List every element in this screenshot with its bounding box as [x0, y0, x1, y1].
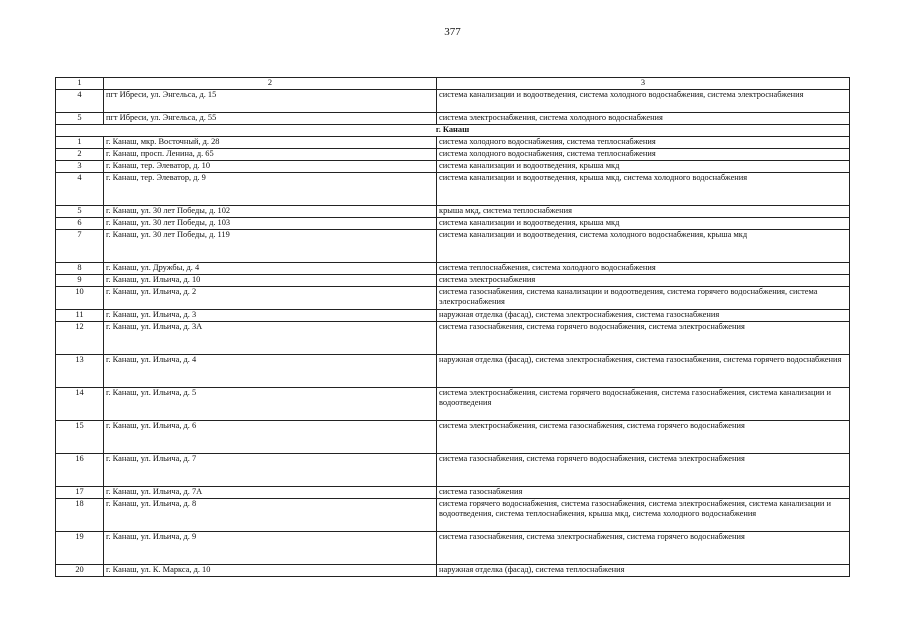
row-systems: система горячего водоснабжения, система газоснабжения, система электроснабжения, система канализации и водоотведения, система теплоснабжения, крыша мкд, система холодного водоснабжения [437, 498, 850, 531]
row-number: 6 [56, 217, 104, 229]
row-number: 4 [56, 172, 104, 205]
registry-table [55, 77, 850, 577]
row-systems: система канализации и водоотведения, система холодного водоснабжения, система электроснабжения [437, 89, 850, 112]
row-address: пгт Ибреси, ул. Энгельса, д. 55 [104, 112, 437, 124]
row-systems: система газоснабжения [437, 486, 850, 498]
row-systems: система холодного водоснабжения, система теплоснабжения [437, 148, 850, 160]
table-row [56, 148, 850, 160]
row-systems: система электроснабжения, система холодного водоснабжения [437, 112, 850, 124]
row-number: 9 [56, 274, 104, 286]
row-address: г. Канаш, ул. Ильича, д. 9 [104, 531, 437, 564]
section-title: г. Канаш [56, 124, 850, 136]
row-number: 1 [56, 136, 104, 148]
row-systems: наружная отделка (фасад), система электроснабжения, система газоснабжения [437, 309, 850, 321]
table-row [56, 498, 850, 531]
row-systems: система канализации и водоотведения, крыша мкд [437, 217, 850, 229]
row-address: г. Канаш, просп. Ленина, д. 65 [104, 148, 437, 160]
table-row [56, 321, 850, 354]
row-systems: наружная отделка (фасад), система теплоснабжения [437, 564, 850, 576]
row-number: 14 [56, 387, 104, 420]
table-row [56, 172, 850, 205]
row-systems: система холодного водоснабжения, система теплоснабжения [437, 136, 850, 148]
row-systems: система канализации и водоотведения, система холодного водоснабжения, крыша мкд [437, 229, 850, 262]
row-number: 2 [56, 148, 104, 160]
row-number: 20 [56, 564, 104, 576]
header-cell-address: 2 [104, 78, 437, 90]
row-address: г. Канаш, ул. Ильича, д. 3 [104, 309, 437, 321]
row-number: 18 [56, 498, 104, 531]
row-address: пгт Ибреси, ул. Энгельса, д. 15 [104, 89, 437, 112]
table-row [56, 274, 850, 286]
row-address: г. Канаш, тер. Элеватор, д. 9 [104, 172, 437, 205]
row-address: г. Канаш, ул. Ильича, д. 7 [104, 453, 437, 486]
row-address: г. Канаш, ул. Дружбы, д. 4 [104, 262, 437, 274]
row-number: 13 [56, 354, 104, 387]
header-cell-number: 1 [56, 78, 104, 90]
row-number: 7 [56, 229, 104, 262]
table-row [56, 564, 850, 576]
row-systems: система электроснабжения, система горячего водоснабжения, система газоснабжения, система канализации и водоотведения [437, 387, 850, 420]
page-number: 377 [444, 26, 461, 38]
row-address: г. Канаш, ул. Ильича, д. 4 [104, 354, 437, 387]
row-address: г. Канаш, ул. 30 лет Победы, д. 102 [104, 205, 437, 217]
row-number: 8 [56, 262, 104, 274]
row-number: 5 [56, 112, 104, 124]
header-cell-systems: 3 [437, 78, 850, 90]
table-row [56, 160, 850, 172]
row-number: 15 [56, 420, 104, 453]
row-address: г. Канаш, ул. Ильича, д. 6 [104, 420, 437, 453]
table-row [56, 420, 850, 453]
row-address: г. Канаш, ул. 30 лет Победы, д. 119 [104, 229, 437, 262]
table-row [56, 217, 850, 229]
row-systems: система теплоснабжения, система холодного водоснабжения [437, 262, 850, 274]
row-number: 11 [56, 309, 104, 321]
row-address: г. Канаш, ул. Ильича, д. 7А [104, 486, 437, 498]
row-number: 17 [56, 486, 104, 498]
row-number: 5 [56, 205, 104, 217]
row-systems: система газоснабжения, система электроснабжения, система горячего водоснабжения [437, 531, 850, 564]
table-row [56, 262, 850, 274]
row-address: г. Канаш, ул. Ильича, д. 10 [104, 274, 437, 286]
row-address: г. Канаш, тер. Элеватор, д. 10 [104, 160, 437, 172]
table-row [56, 354, 850, 387]
row-address: г. Канаш, мкр. Восточный, д. 28 [104, 136, 437, 148]
table-row [56, 531, 850, 564]
row-systems: система газоснабжения, система горячего водоснабжения, система электроснабжения [437, 453, 850, 486]
table-row [56, 387, 850, 420]
table-row [56, 229, 850, 262]
row-number: 3 [56, 160, 104, 172]
row-systems: крыша мкд, система теплоснабжения [437, 205, 850, 217]
row-systems: наружная отделка (фасад), система электроснабжения, система газоснабжения, система горячего водоснабжения [437, 354, 850, 387]
row-systems: система газоснабжения, система канализации и водоотведения, система горячего водоснабжения, система электроснабжения [437, 286, 850, 309]
table-row [56, 453, 850, 486]
row-number: 4 [56, 89, 104, 112]
table-header-row [56, 78, 850, 90]
row-systems: система электроснабжения [437, 274, 850, 286]
row-address: г. Канаш, ул. Ильича, д. 8 [104, 498, 437, 531]
table-row [56, 89, 850, 112]
row-number: 12 [56, 321, 104, 354]
row-address: г. Канаш, ул. 30 лет Победы, д. 103 [104, 217, 437, 229]
row-number: 19 [56, 531, 104, 564]
table-row [56, 136, 850, 148]
table-row [56, 112, 850, 124]
row-number: 16 [56, 453, 104, 486]
row-systems: система канализации и водоотведения, крыша мкд, система холодного водоснабжения [437, 172, 850, 205]
table-row [56, 486, 850, 498]
row-address: г. Канаш, ул. К. Маркса, д. 10 [104, 564, 437, 576]
row-address: г. Канаш, ул. Ильича, д. 5 [104, 387, 437, 420]
row-systems: система газоснабжения, система горячего водоснабжения, система электроснабжения [437, 321, 850, 354]
row-address: г. Канаш, ул. Ильича, д. 3А [104, 321, 437, 354]
row-number: 10 [56, 286, 104, 309]
table-row [56, 309, 850, 321]
table-row [56, 286, 850, 309]
row-systems: система электроснабжения, система газоснабжения, система горячего водоснабжения [437, 420, 850, 453]
section-row [56, 124, 850, 136]
row-systems: система канализации и водоотведения, крыша мкд [437, 160, 850, 172]
table-row [56, 205, 850, 217]
row-address: г. Канаш, ул. Ильича, д. 2 [104, 286, 437, 309]
